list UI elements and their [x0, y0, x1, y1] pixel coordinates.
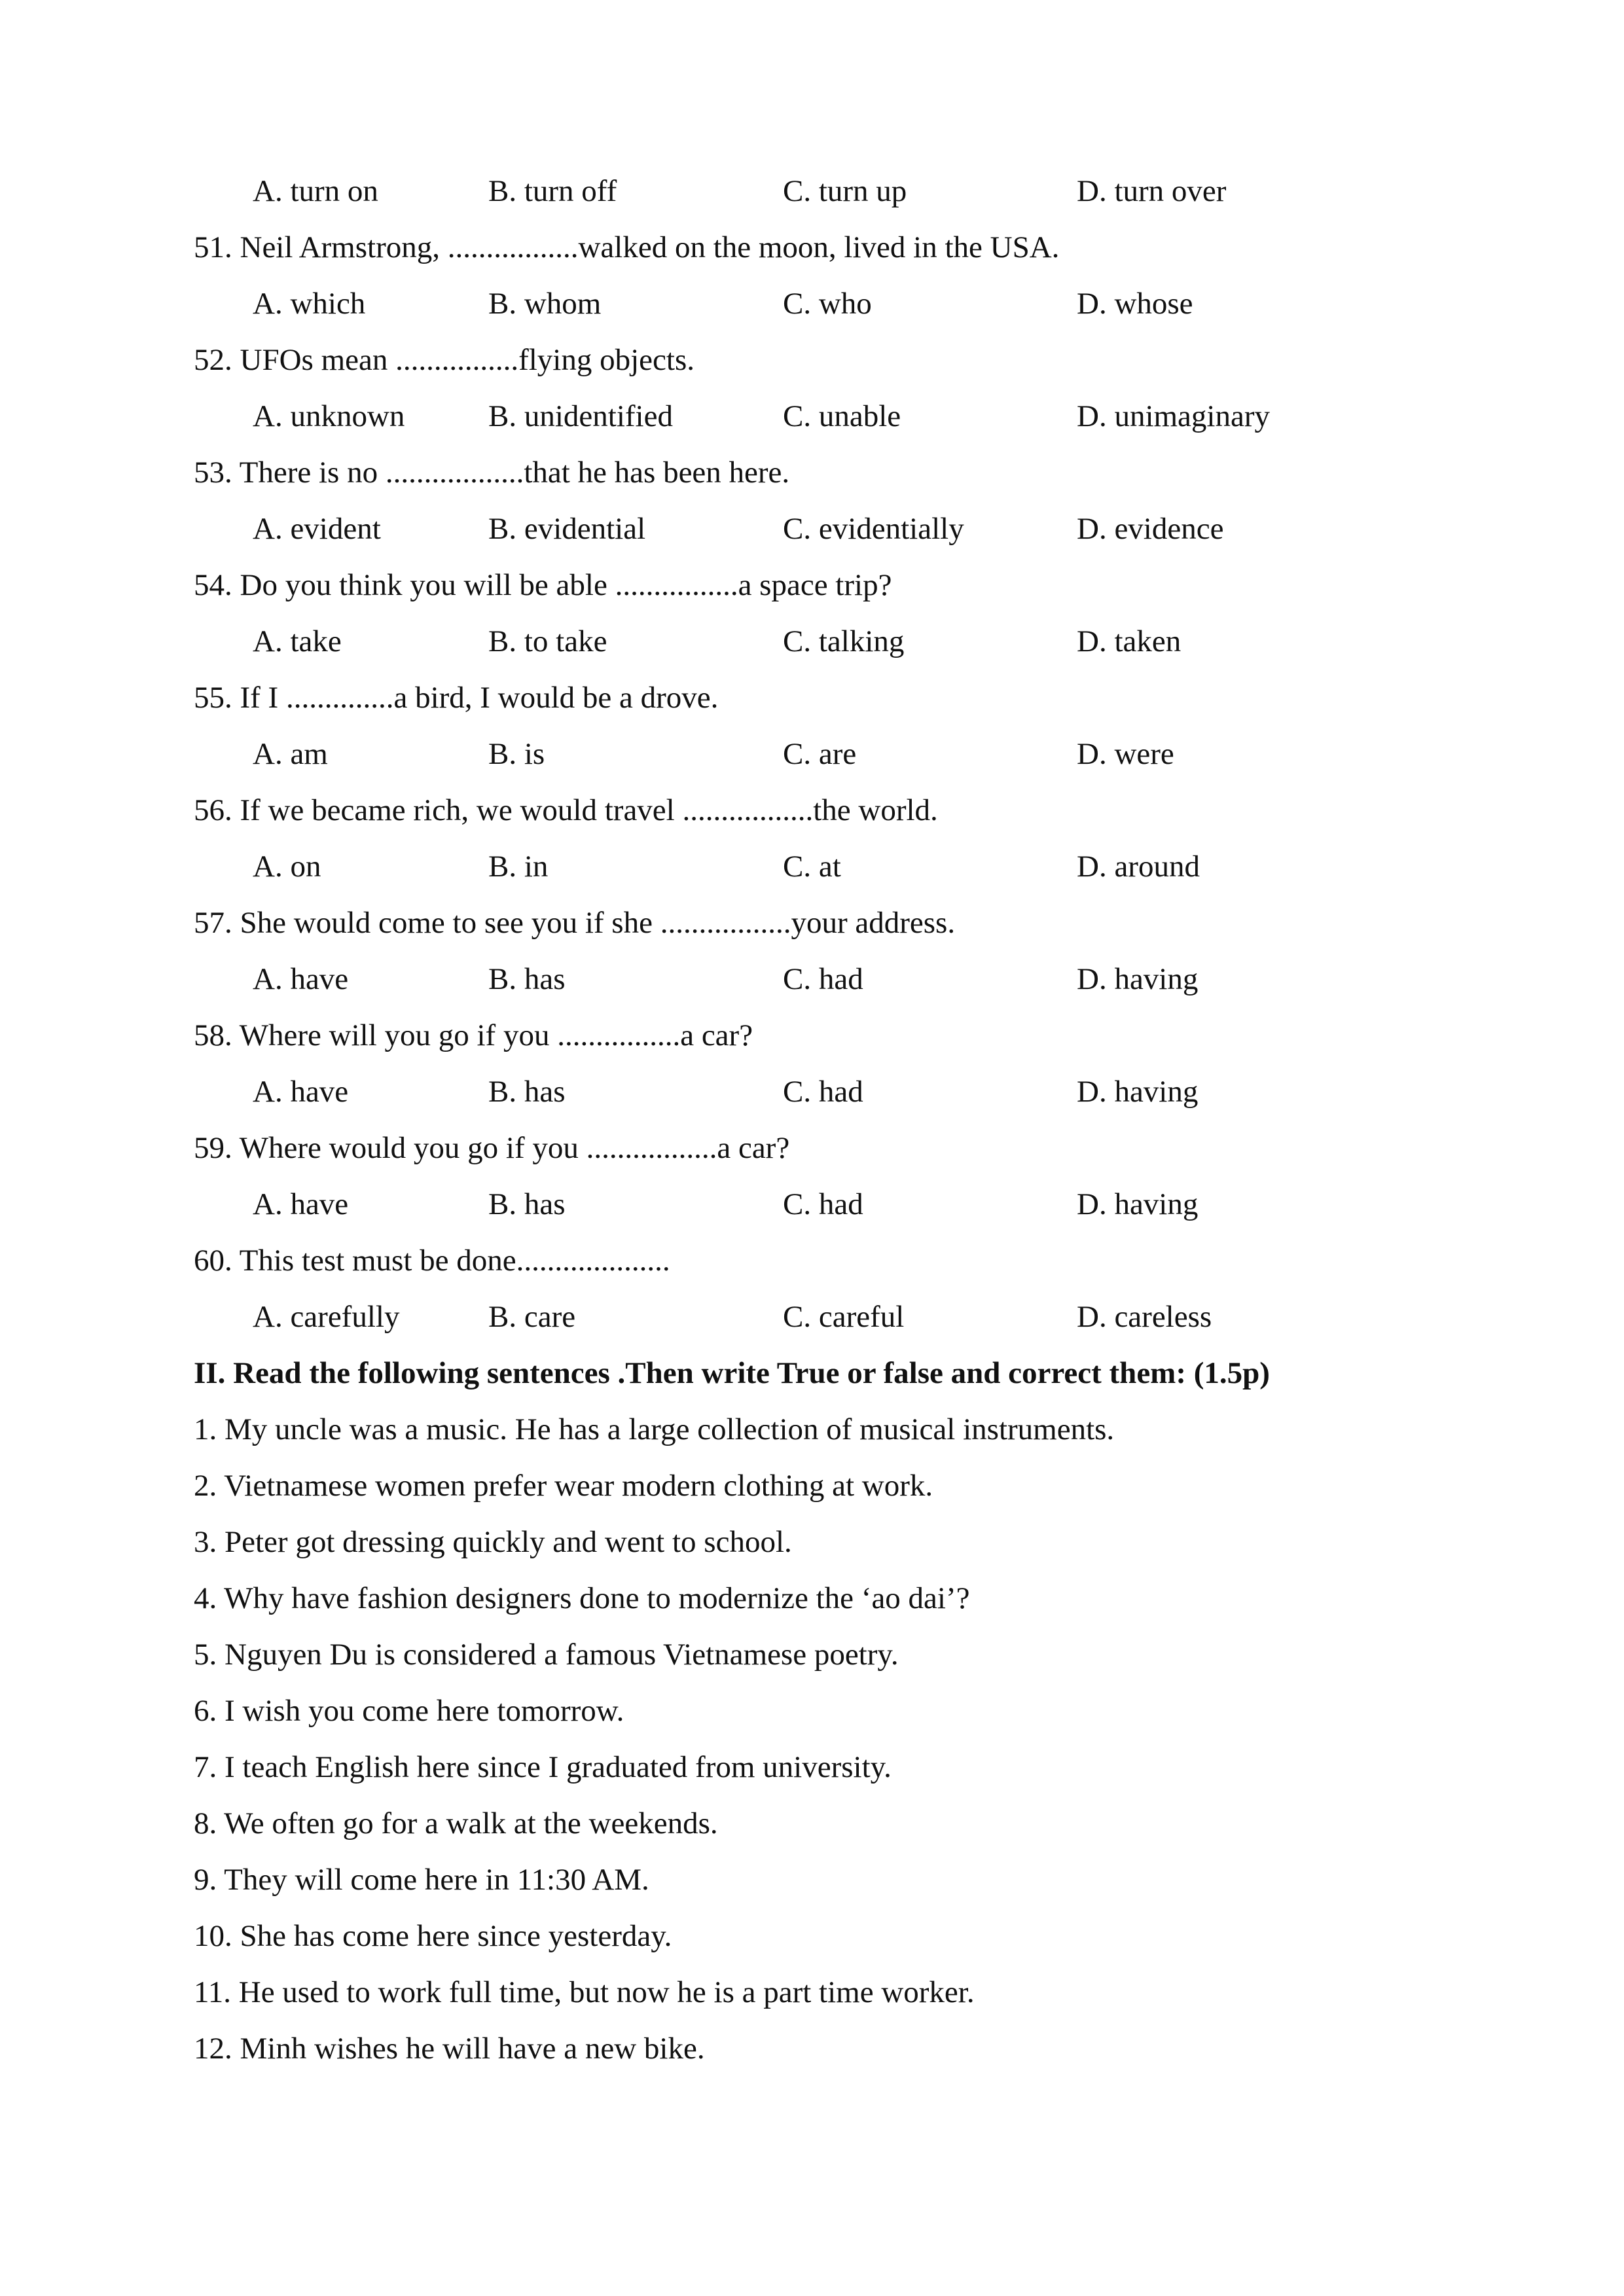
options-row-q58: [0, 1064, 1624, 1120]
option-d: D. were: [1077, 737, 1174, 771]
option-c: C. unable: [783, 399, 901, 433]
question-55: [0, 670, 1624, 726]
option-a: A. have: [253, 1075, 349, 1109]
options-row-q51: [0, 276, 1624, 332]
sentence-text: 7. I teach English here since I graduated from university.: [194, 1750, 892, 1784]
sentence-7: [0, 1739, 1624, 1795]
question-52: [0, 332, 1624, 388]
option-a: A. turn on: [253, 174, 378, 208]
option-a: A. on: [253, 850, 321, 884]
sentence-text: 12. Minh wishes he will have a new bike.: [194, 2032, 705, 2066]
sentence-3: [0, 1514, 1624, 1570]
question-60: [0, 1232, 1624, 1289]
question-51: [0, 219, 1624, 276]
options-row-q59: [0, 1176, 1624, 1232]
question-text: 59. Where would you go if you .................a car?: [194, 1131, 790, 1165]
sentence-text: 10. She has come here since yesterday.: [194, 1919, 672, 1953]
option-d: D. having: [1077, 962, 1199, 996]
sentence-6: [0, 1683, 1624, 1739]
sentence-text: 1. My uncle was a music. He has a large collection of musical instruments.: [194, 1412, 1115, 1446]
option-a: A. unknown: [253, 399, 405, 433]
question-59: [0, 1120, 1624, 1176]
sentence-1: [0, 1401, 1624, 1458]
question-text: 55. If I ..............a bird, I would be a drove.: [194, 681, 719, 715]
option-c: C. had: [783, 1075, 863, 1109]
options-row-q57: [0, 951, 1624, 1007]
option-c: C. talking: [783, 624, 905, 658]
sentence-12: [0, 2020, 1624, 2077]
option-b: B. to take: [488, 624, 607, 658]
question-text: 56. If we became rich, we would travel .................the world.: [194, 793, 938, 827]
option-a: A. have: [253, 962, 349, 996]
section-2-heading-row: [0, 1345, 1624, 1401]
options-row-q60: [0, 1289, 1624, 1345]
sentence-text: 9. They will come here in 11:30 AM.: [194, 1863, 649, 1897]
question-text: 60. This test must be done....................: [194, 1244, 670, 1278]
option-a: A. evident: [253, 512, 381, 546]
question-text: 52. UFOs mean ................flying objects.: [194, 343, 695, 377]
sentence-10: [0, 1908, 1624, 1964]
question-56: [0, 782, 1624, 838]
option-d: D. unimaginary: [1077, 399, 1270, 433]
sentence-8: [0, 1795, 1624, 1852]
option-c: C. careful: [783, 1300, 905, 1334]
option-b: B. has: [488, 1187, 566, 1221]
option-a: A. have: [253, 1187, 349, 1221]
option-b: B. care: [488, 1300, 576, 1334]
question-57: [0, 895, 1624, 951]
sentence-text: 4. Why have fashion designers done to modernize the ‘ao dai’?: [194, 1581, 970, 1615]
options-row-q50: [0, 163, 1624, 219]
sentence-2: [0, 1458, 1624, 1514]
option-d: D. turn over: [1077, 174, 1227, 208]
option-b: B. in: [488, 850, 549, 884]
option-a: A. take: [253, 624, 342, 658]
question-58: [0, 1007, 1624, 1064]
question-text: 58. Where will you go if you ................a car?: [194, 1018, 753, 1052]
option-d: D. careless: [1077, 1300, 1212, 1334]
option-b: B. has: [488, 962, 566, 996]
option-b: B. has: [488, 1075, 566, 1109]
option-d: D. having: [1077, 1187, 1199, 1221]
question-54: [0, 557, 1624, 613]
section-heading: II. Read the following sentences .Then write True or false and correct them: (1.5p): [194, 1356, 1270, 1390]
sentence-4: [0, 1570, 1624, 1626]
sentence-text: 2. Vietnamese women prefer wear modern clothing at work.: [194, 1469, 933, 1503]
option-c: C. turn up: [783, 174, 907, 208]
option-a: A. am: [253, 737, 328, 771]
question-text: 51. Neil Armstrong, .................walked on the moon, lived in the USA.: [194, 230, 1060, 264]
option-d: D. evidence: [1077, 512, 1224, 546]
question-text: 54. Do you think you will be able ................a space trip?: [194, 568, 892, 602]
option-b: B. evidential: [488, 512, 646, 546]
option-c: C. had: [783, 962, 863, 996]
options-row-q52: [0, 388, 1624, 444]
sentence-text: 11. He used to work full time, but now he is a part time worker.: [194, 1975, 975, 2009]
option-d: D. having: [1077, 1075, 1199, 1109]
options-row-q54: [0, 613, 1624, 670]
sentence-text: 5. Nguyen Du is considered a famous Vietnamese poetry.: [194, 1638, 899, 1672]
sentence-11: [0, 1964, 1624, 2020]
options-row-q55: [0, 726, 1624, 782]
option-a: A. which: [253, 287, 366, 321]
option-c: C. who: [783, 287, 872, 321]
options-row-q53: [0, 501, 1624, 557]
options-row-q56: [0, 838, 1624, 895]
question-text: 57. She would come to see you if she .................your address.: [194, 906, 956, 940]
question-53: [0, 444, 1624, 501]
option-d: D. taken: [1077, 624, 1182, 658]
option-c: C. are: [783, 737, 857, 771]
question-text: 53. There is no ..................that he has been here.: [194, 456, 790, 490]
option-c: C. had: [783, 1187, 863, 1221]
sentence-text: 3. Peter got dressing quickly and went to school.: [194, 1525, 792, 1559]
option-d: D. around: [1077, 850, 1200, 884]
option-b: B. unidentified: [488, 399, 673, 433]
option-c: C. at: [783, 850, 841, 884]
option-d: D. whose: [1077, 287, 1193, 321]
option-b: B. turn off: [488, 174, 617, 208]
option-b: B. whom: [488, 287, 602, 321]
sentence-5: [0, 1626, 1624, 1683]
option-b: B. is: [488, 737, 545, 771]
sentence-9: [0, 1852, 1624, 1908]
sentence-text: 8. We often go for a walk at the weekends.: [194, 1806, 718, 1840]
sentence-text: 6. I wish you come here tomorrow.: [194, 1694, 624, 1728]
option-a: A. carefully: [253, 1300, 400, 1334]
option-c: C. evidentially: [783, 512, 964, 546]
